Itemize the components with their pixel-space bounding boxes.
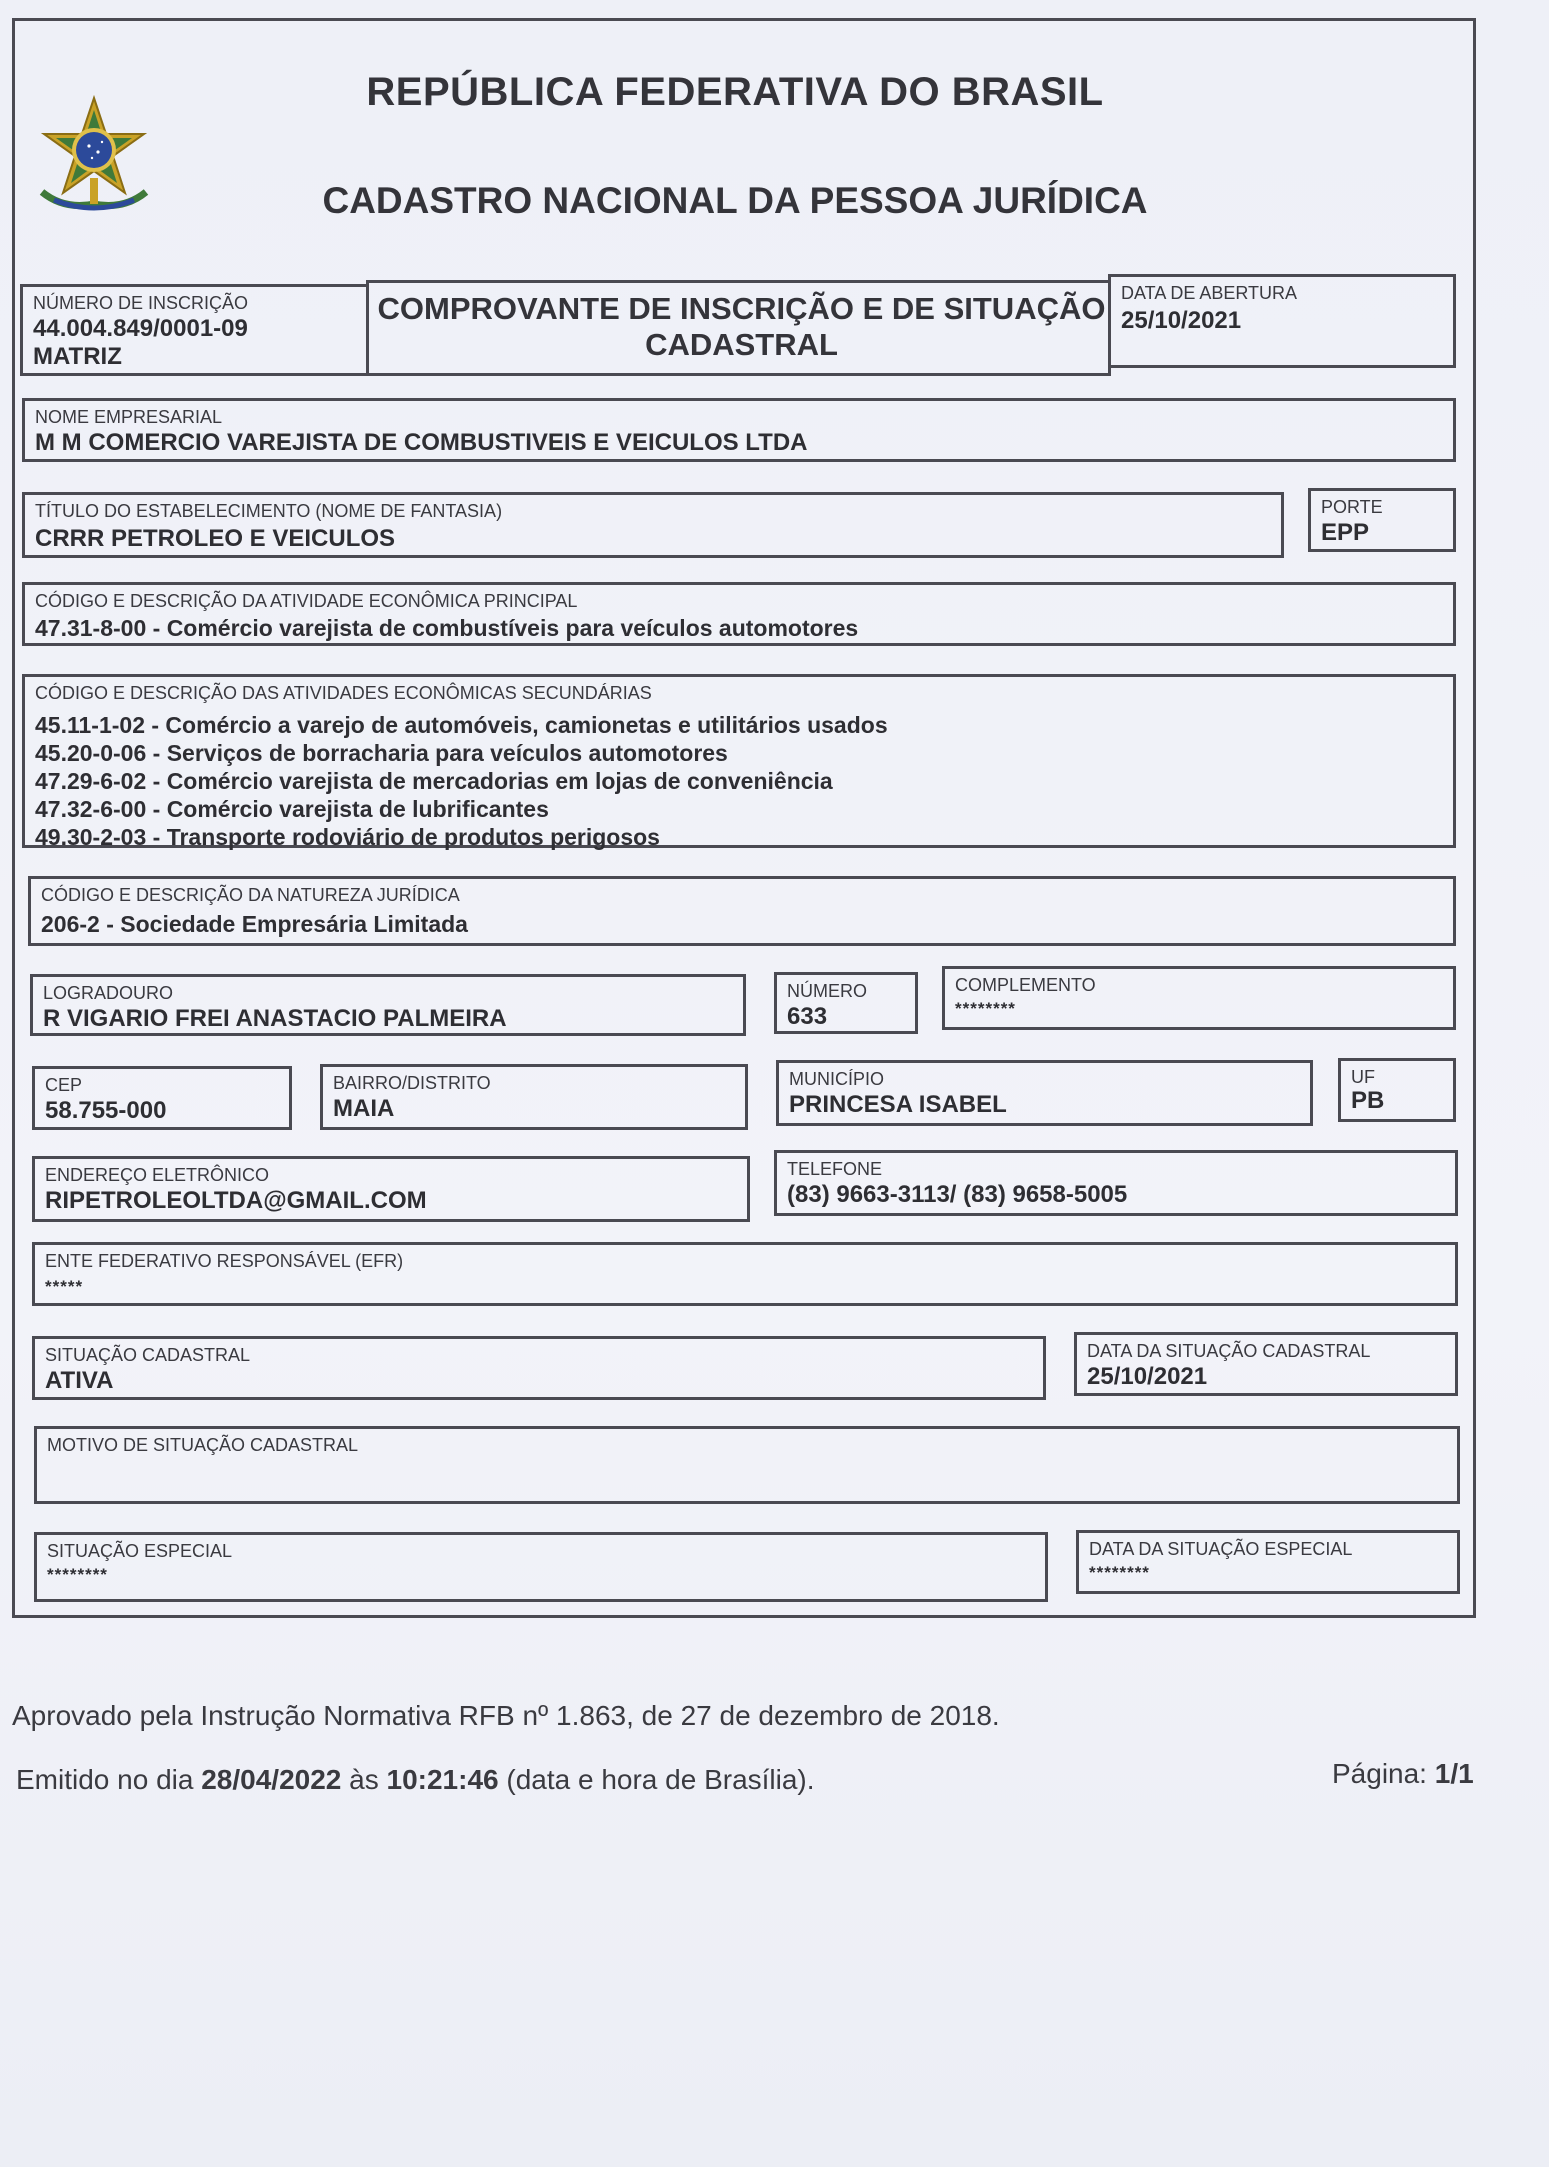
abertura-value: 25/10/2021 [1121, 307, 1242, 334]
municipio-label: MUNICÍPIO [789, 1069, 885, 1089]
list-item: 45.20-0-06 - Serviços de borracharia para veículos automotores [35, 740, 728, 766]
email-value: RIPETROLEOLTDA@GMAIL.COM [45, 1187, 427, 1214]
pagina-value: 1/1 [1434, 1758, 1474, 1789]
nome-empresarial-label: NOME EMPRESARIAL [35, 407, 223, 427]
cep-label: CEP [45, 1075, 83, 1095]
bairro-value: MAIA [333, 1095, 395, 1122]
comprovante-title-line1: COMPROVANTE DE INSCRIÇÃO E DE SITUAÇÃO [377, 291, 1106, 326]
data-situacao-especial-box [1076, 1530, 1460, 1594]
header-republica: REPÚBLICA FEDERATIVA DO BRASIL [366, 70, 1104, 114]
municipio-value: PRINCESA ISABEL [789, 1091, 1007, 1118]
natureza-box [28, 876, 1456, 946]
atividade-principal-label: CÓDIGO E DESCRIÇÃO DA ATIVIDADE ECONÔMICA PRINCIPAL [35, 591, 578, 611]
comprovante-title-line2: CADASTRAL [645, 327, 838, 362]
numero-box [774, 972, 918, 1034]
list-item: 49.30-2-03 - Transporte rodoviário de produtos perigosos [35, 824, 660, 850]
atividades-secundarias-label: CÓDIGO E DESCRIÇÃO DAS ATIVIDADES ECONÔMICAS SECUNDÁRIAS [35, 683, 652, 703]
emitido-prefix: Emitido no dia [16, 1764, 194, 1795]
bairro-box [320, 1064, 748, 1130]
inscricao-label: NÚMERO DE INSCRIÇÃO [33, 293, 249, 313]
telefone-value: (83) 9663-3113/ (83) 9658-5005 [787, 1181, 1128, 1208]
complemento-value: ******** [955, 999, 1016, 1018]
numero-value: 633 [787, 1003, 828, 1030]
data-situacao-especial-value: ******** [1089, 1563, 1150, 1582]
porte-value: EPP [1321, 519, 1370, 546]
cep-value: 58.755-000 [45, 1097, 167, 1124]
porte-box [1308, 488, 1456, 552]
inscricao-box [20, 284, 369, 376]
atividade-principal-box [22, 582, 1456, 646]
logradouro-box [30, 974, 746, 1036]
comprovante-title [369, 291, 1114, 363]
pagina-label: Página: [1332, 1758, 1427, 1789]
uf-label: UF [1351, 1067, 1375, 1087]
emitido-suffix: (data e hora de Brasília). [506, 1764, 815, 1795]
telefone-box [774, 1150, 1458, 1216]
emitido-mid: às [349, 1764, 379, 1795]
porte-label: PORTE [1321, 497, 1383, 517]
situacao-box [32, 1336, 1046, 1400]
natureza-label: CÓDIGO E DESCRIÇÃO DA NATUREZA JURÍDICA [41, 885, 460, 905]
header-cnpj: CADASTRO NACIONAL DA PESSOA JURÍDICA [322, 180, 1148, 221]
fantasia-label: TÍTULO DO ESTABELECIMENTO (NOME DE FANTASIA) [35, 501, 503, 521]
email-label: ENDEREÇO ELETRÔNICO [45, 1165, 270, 1185]
logradouro-label: LOGRADOURO [43, 983, 174, 1003]
municipio-box [776, 1060, 1313, 1126]
inscricao-value: 44.004.849/0001-09 [33, 315, 248, 342]
list-item: 47.29-6-02 - Comércio varejista de mercadorias em lojas de conveniência [35, 768, 833, 794]
telefone-label: TELEFONE [787, 1159, 883, 1179]
situacao-value: ATIVA [45, 1367, 114, 1394]
fantasia-value: CRRR PETROLEO E VEICULOS [35, 525, 396, 552]
abertura-label: DATA DE ABERTURA [1121, 283, 1298, 303]
efr-box [32, 1242, 1458, 1306]
inscricao-tipo: MATRIZ [33, 343, 122, 370]
motivo-box [34, 1426, 1460, 1504]
data-situacao-especial-label: DATA DA SITUAÇÃO ESPECIAL [1089, 1539, 1353, 1559]
numero-label: NÚMERO [787, 981, 867, 1001]
complemento-label: COMPLEMENTO [955, 975, 1096, 995]
fantasia-box [22, 492, 1284, 558]
bairro-label: BAIRRO/DISTRITO [333, 1073, 491, 1093]
abertura-box [1108, 274, 1456, 368]
footer-aprovado: Aprovado pela Instrução Normativa RFB nº 1.863, de 27 de dezembro de 2018. [12, 1700, 1000, 1731]
atividades-secundarias-box [22, 674, 1456, 848]
data-situacao-box [1074, 1332, 1458, 1396]
coat-of-arms-icon [34, 92, 154, 217]
atividade-principal-value: 47.31-8-00 - Comércio varejista de combustíveis para veículos automotores [35, 615, 859, 641]
situacao-especial-box [34, 1532, 1048, 1602]
situacao-especial-value: ******** [47, 1565, 108, 1584]
efr-value: ***** [45, 1277, 84, 1296]
footer-pagina [1332, 1758, 1474, 1790]
situacao-especial-label: SITUAÇÃO ESPECIAL [47, 1541, 233, 1561]
situacao-label: SITUAÇÃO CADASTRAL [45, 1345, 251, 1365]
cep-box [32, 1066, 292, 1130]
footer-emitido [16, 1764, 815, 1796]
complemento-box [942, 966, 1456, 1030]
logradouro-value: R VIGARIO FREI ANASTACIO PALMEIRA [43, 1005, 507, 1032]
data-situacao-value: 25/10/2021 [1087, 1363, 1208, 1390]
motivo-label: MOTIVO DE SITUAÇÃO CADASTRAL [47, 1435, 359, 1455]
natureza-value: 206-2 - Sociedade Empresária Limitada [41, 911, 468, 937]
list-item: 45.11-1-02 - Comércio a varejo de automóveis, camionetas e utilitários usados [35, 712, 888, 738]
comprovante-box [366, 280, 1111, 376]
uf-value: PB [1351, 1087, 1385, 1114]
data-situacao-label: DATA DA SITUAÇÃO CADASTRAL [1087, 1341, 1371, 1361]
nome-empresarial-value: M M COMERCIO VAREJISTA DE COMBUSTIVEIS E VEICULOS LTDA [35, 429, 808, 456]
efr-label: ENTE FEDERATIVO RESPONSÁVEL (EFR) [45, 1251, 404, 1271]
atividades-secundarias-list [35, 711, 888, 851]
uf-box [1338, 1058, 1456, 1122]
list-item: 47.32-6-00 - Comércio varejista de lubrificantes [35, 796, 549, 822]
emitido-data: 28/04/2022 [201, 1764, 342, 1795]
emitido-hora: 10:21:46 [386, 1764, 499, 1795]
nome-empresarial-box [22, 398, 1456, 462]
email-box [32, 1156, 750, 1222]
